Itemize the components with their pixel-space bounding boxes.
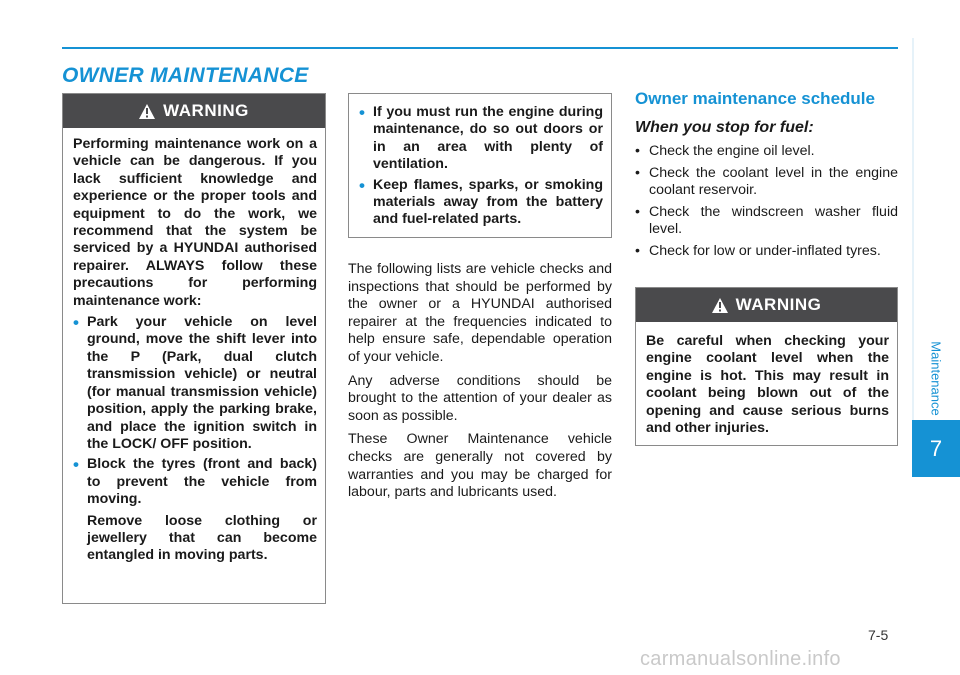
chapter-tab[interactable]: 7 (912, 420, 960, 477)
section-title: OWNER MAINTENANCE (62, 64, 309, 87)
warning-intro: Performing maintenance work on a vehicle can be dangerous. If you lack sufficient knowledge and experience or the proper tools and equipment to do the work, we recommend that the system be serviced by a HYUNDAI authorised repairer. ALWAYS follow these precautions for performing maintenance work: (73, 136, 317, 309)
side-rule (912, 38, 914, 420)
chapter-side-label-text: Maintenance (928, 340, 944, 416)
warning-box-continued (348, 93, 612, 238)
warning-bullet: • If you must run the engine during maintenance, do so out doors or in an area with plenty of ventilation. (359, 104, 603, 174)
schedule-list (635, 143, 898, 261)
warning-bullet: • Park your vehicle on level ground, move the shift lever into the P (Park, dual clutch transmission vehicle) or neutral (for manual transmission vehicle) position, apply the parking brake, and place the ignition switch in the LOCK/ OFF position. (73, 314, 317, 453)
warning-box-coolant (635, 287, 898, 446)
watermark: carmanualsonline.info (640, 648, 841, 670)
warning-label: WARNING (163, 101, 249, 120)
warning-header (636, 288, 897, 322)
warning-box-maintenance (62, 93, 326, 604)
page-number: 7-5 (868, 627, 889, 643)
maintenance-schedule (635, 89, 898, 265)
warning-bullet: • Keep flames, sparks, or smoking materials away from the battery and fuel-related parts. (359, 177, 603, 229)
warning-triangle-icon (139, 104, 155, 119)
schedule-item: • Check the coolant level in the engine coolant reservoir. (635, 165, 898, 200)
warning-bullet-list (73, 314, 317, 508)
header-rule (62, 47, 898, 49)
schedule-subheading: When you stop for fuel: (635, 119, 814, 136)
warning-sub-text: Remove loose clothing or jewellery that can become entangled in moving parts. (87, 512, 317, 564)
chapter-side-label (926, 338, 946, 418)
schedule-heading: Owner maintenance schedule (635, 89, 875, 108)
warning-label: WARNING (735, 295, 822, 314)
warning-bullet-list (359, 104, 603, 229)
warning-text: Be careful when checking your engine coolant level when the engine is hot. This may result in coolant being blown out of the opening and cause serious burns and other injuries. (646, 333, 889, 437)
warning-header (63, 94, 325, 128)
body-paragraph: Any adverse conditions should be brought to the attention of your dealer as soon as possible. (348, 372, 612, 424)
warning-bullet: • Block the tyres (front and back) to prevent the vehicle from moving. (73, 456, 317, 508)
warning-body (349, 94, 611, 240)
schedule-item: • Check for low or under-inflated tyres. (635, 243, 898, 261)
warning-body (63, 128, 325, 573)
body-text (348, 261, 612, 508)
body-paragraph: The following lists are vehicle checks and inspections that should be performed by the owner or a HYUNDAI authorised repairer at the frequencies indicated to help ensure safe, dependable operation of your vehicle. (348, 261, 612, 365)
warning-triangle-icon (712, 298, 728, 313)
warning-body (636, 322, 897, 449)
schedule-item: • Check the engine oil level. (635, 143, 898, 161)
body-paragraph: These Owner Maintenance vehicle checks are generally not covered by warranties and you may be charged for labour, parts and lubricants used. (348, 431, 612, 501)
schedule-item: • Check the windscreen washer fluid level. (635, 204, 898, 239)
